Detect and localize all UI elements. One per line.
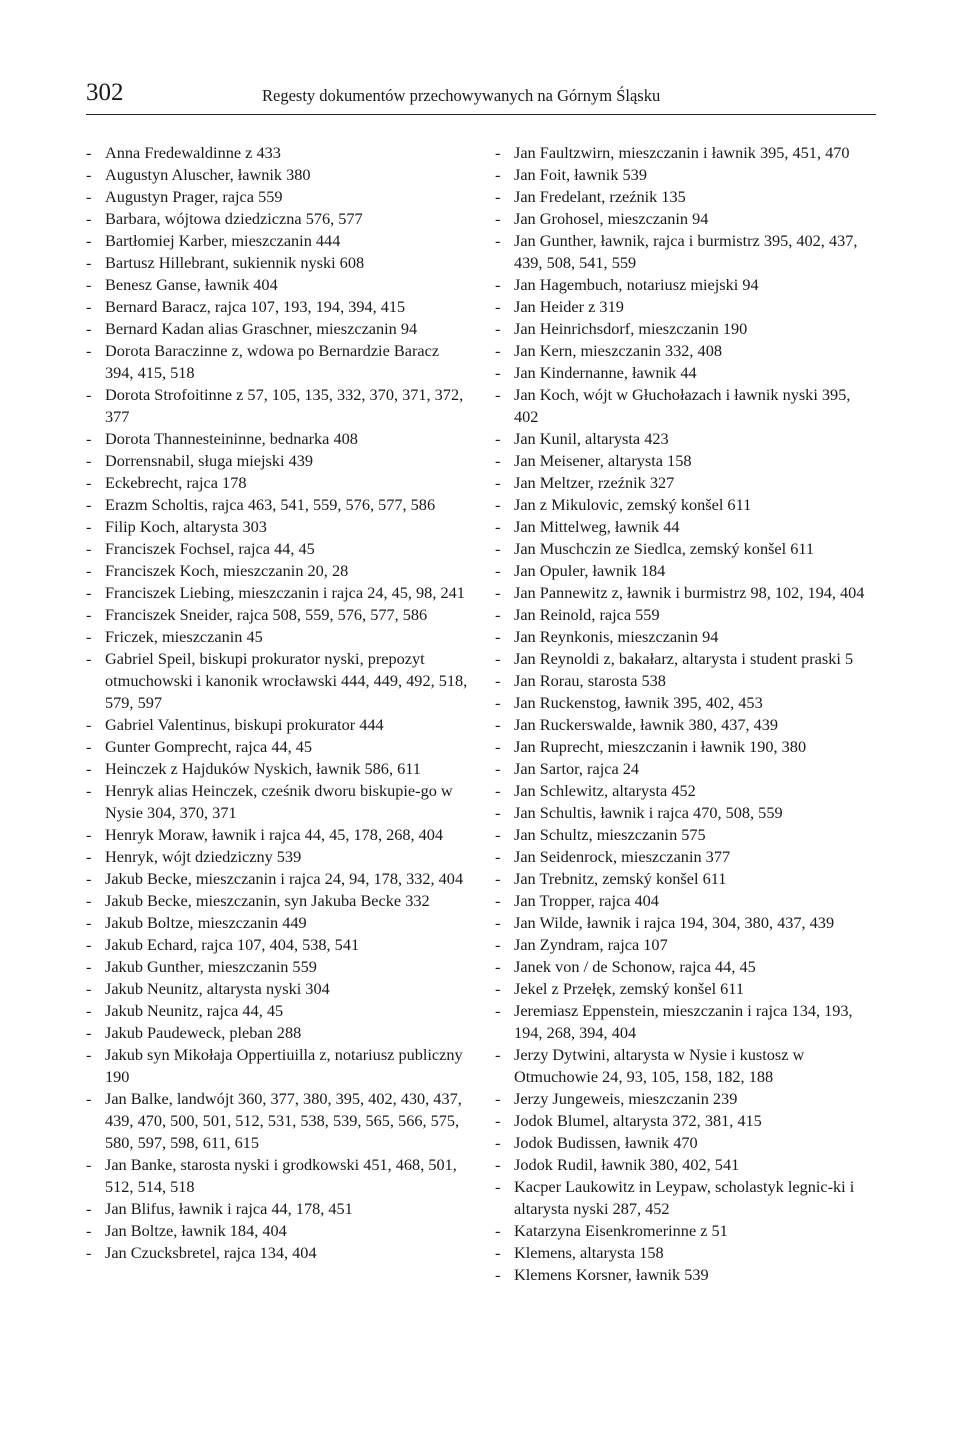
index-entry [86,1154,470,1198]
index-entry [86,274,470,296]
index-entry [495,472,875,494]
entry-text: Jan Heinrichsdorf, mieszczanin 190 [514,319,748,338]
entry-text: Barbara, wójtowa dziedziczna 576, 577 [105,209,363,228]
entry-text: Jakub Neunitz, altarysta nyski 304 [105,979,330,998]
entry-dash: - [86,561,92,580]
entry-text: Franciszek Fochsel, rajca 44, 45 [105,539,315,558]
entry-dash: - [86,913,92,932]
entry-text: Dorota Baraczinne z, wdowa po Bernardzie Baracz 394, 415, 518 [105,341,440,382]
entry-dash: - [86,869,92,888]
index-entry [495,846,875,868]
index-entry [86,780,470,824]
index-entry [86,516,470,538]
index-entry [495,186,875,208]
entry-text: Jan Kindernanne, ławnik 44 [514,363,697,382]
index-entry [495,164,875,186]
entry-dash: - [495,605,501,624]
entry-text: Jan Boltze, ławnik 184, 404 [105,1221,287,1240]
entry-dash: - [495,803,501,822]
entry-text: Jan Hagembuch, notariusz miejski 94 [514,275,759,294]
index-entry [86,604,470,626]
entry-text: Jodok Blumel, altarysta 372, 381, 415 [514,1111,762,1130]
index-entry [495,758,875,780]
entry-dash: - [495,891,501,910]
entry-dash: - [495,319,501,338]
entry-dash: - [86,781,92,800]
entry-text: Gunter Gomprecht, rajca 44, 45 [105,737,313,756]
entry-text: Jan Banke, starosta nyski i grodkowski 451, 468, 501, 512, 514, 518 [105,1155,457,1196]
index-entry [495,736,875,758]
entry-text: Jan Balke, landwójt 360, 377, 380, 395, 402, 430, 437, 439, 470, 500, 501, 512, 531, 538, 539, 565, 566, 575, 580, 597, 598, 611, 615 [105,1089,462,1152]
entry-dash: - [495,737,501,756]
entry-text: Jan Schlewitz, altarysta 452 [514,781,696,800]
entry-text: Jan Faultzwirn, mieszczanin i ławnik 395, 451, 470 [514,143,850,162]
entry-text: Jan Rorau, starosta 538 [514,671,666,690]
entry-dash: - [495,979,501,998]
entry-text: Jakub Paudeweck, pleban 288 [105,1023,302,1042]
index-entry [86,912,470,934]
entry-dash: - [495,297,501,316]
index-entry [86,1044,470,1088]
entry-text: Jan Heider z 319 [514,297,624,316]
entry-text: Jan Zyndram, rajca 107 [514,935,668,954]
entry-text: Jan Muschczin ze Siedlca, zemský konšel 611 [514,539,815,558]
entry-dash: - [495,473,501,492]
entry-dash: - [86,847,92,866]
entry-text: Jan Reynkonis, mieszczanin 94 [514,627,719,646]
entry-text: Jodok Rudil, ławnik 380, 402, 541 [514,1155,740,1174]
entry-dash: - [86,1045,92,1064]
entry-dash: - [86,649,92,668]
index-entry [86,296,470,318]
index-entry [86,450,470,472]
entry-text: Jan Reynoldi z, bakałarz, altarysta i student praski 5 [514,649,854,668]
entry-dash: - [86,451,92,470]
index-entry [495,582,875,604]
entry-text: Jakub Boltze, mieszczanin 449 [105,913,307,932]
index-entry [495,494,875,516]
index-entry [495,560,875,582]
index-entry [495,802,875,824]
entry-dash: - [495,649,501,668]
entry-dash: - [86,1199,92,1218]
entry-text: Franciszek Koch, mieszczanin 20, 28 [105,561,349,580]
entry-dash: - [495,583,501,602]
entry-text: Jerzy Jungeweis, mieszczanin 239 [514,1089,738,1108]
entry-text: Jan Koch, wójt w Głuchołazach i ławnik nyski 395, 402 [514,385,851,426]
entry-dash: - [495,275,501,294]
index-entry [495,868,875,890]
entry-dash: - [86,429,92,448]
entry-dash: - [495,1001,501,1020]
entry-dash: - [495,495,501,514]
entry-dash: - [86,935,92,954]
entry-dash: - [495,825,501,844]
index-entry [86,252,470,274]
index-entry [495,516,875,538]
entry-text: Bernard Kadan alias Graschner, mieszczanin 94 [105,319,418,338]
index-entry [86,538,470,560]
entry-dash: - [86,1221,92,1240]
entry-text: Gabriel Speil, biskupi prokurator nyski, prepozyt otmuchowski i kanonik wrocławski 444, 449, 492, 518, 579, 597 [105,649,468,712]
entry-dash: - [86,297,92,316]
index-entry [495,604,875,626]
index-entry [86,186,470,208]
entry-text: Jan Ruckerswalde, ławnik 380, 437, 439 [514,715,779,734]
index-entry [86,230,470,252]
entry-dash: - [495,935,501,954]
entry-dash: - [495,341,501,360]
index-entry [495,450,875,472]
index-entry [495,648,875,670]
entry-dash: - [495,165,501,184]
index-entry [495,340,875,362]
entry-dash: - [495,561,501,580]
index-entry [86,472,470,494]
entry-dash: - [495,385,501,404]
index-entry [495,1088,875,1110]
entry-dash: - [495,363,501,382]
index-entry [495,692,875,714]
index-entry [86,648,470,714]
index-entry [86,934,470,956]
entry-dash: - [495,451,501,470]
entry-dash: - [495,759,501,778]
entry-dash: - [86,187,92,206]
entry-text: Jan Ruckenstog, ławnik 395, 402, 453 [514,693,763,712]
entry-dash: - [86,979,92,998]
index-entry [495,208,875,230]
entry-text: Friczek, mieszczanin 45 [105,627,263,646]
entry-dash: - [495,1155,501,1174]
index-entry [495,1220,875,1242]
entry-text: Franciszek Sneider, rajca 508, 559, 576, 577, 586 [105,605,428,624]
entry-dash: - [495,143,501,162]
entry-text: Jan Gunther, ławnik, rajca i burmistrz 395, 402, 437, 439, 508, 541, 559 [514,231,858,272]
entry-text: Jerzy Dytwini, altarysta w Nysie i kustosz w Otmuchowie 24, 93, 105, 158, 182, 188 [514,1045,805,1086]
index-entry [495,824,875,846]
index-entry [86,890,470,912]
index-entry [86,208,470,230]
entry-text: Jan Blifus, ławnik i rajca 44, 178, 451 [105,1199,353,1218]
entry-dash: - [86,627,92,646]
entry-text: Bernard Baracz, rajca 107, 193, 194, 394, 415 [105,297,406,316]
entry-dash: - [495,209,501,228]
index-entry [86,142,470,164]
index-entry [495,230,875,274]
entry-dash: - [495,1243,501,1262]
entry-text: Jan Pannewitz z, ławnik i burmistrz 98, 102, 194, 404 [514,583,865,602]
entry-text: Jakub Echard, rajca 107, 404, 538, 541 [105,935,360,954]
page-header [86,78,876,115]
entry-dash: - [495,1089,501,1108]
index-entry [495,362,875,384]
index-entry [495,274,875,296]
entry-text: Augustyn Aluscher, ławnik 380 [105,165,311,184]
entry-dash: - [86,891,92,910]
index-entry [86,582,470,604]
entry-dash: - [86,1023,92,1042]
entry-dash: - [86,495,92,514]
index-entry [86,758,470,780]
entry-text: Jan Trebnitz, zemský konšel 611 [514,869,727,888]
entry-text: Jodok Budissen, ławnik 470 [514,1133,698,1152]
index-entry [495,780,875,802]
index-entry [86,1242,470,1264]
entry-text: Augustyn Prager, rajca 559 [105,187,283,206]
entry-text: Henryk alias Heinczek, cześnik dworu biskupie-go w Nysie 304, 370, 371 [105,781,453,822]
entry-dash: - [495,517,501,536]
entry-dash: - [86,605,92,624]
entry-dash: - [495,781,501,800]
index-entry [495,714,875,736]
entry-text: Katarzyna Eisenkromerinne z 51 [514,1221,728,1240]
entry-dash: - [86,253,92,272]
entry-dash: - [495,693,501,712]
index-entry [495,912,875,934]
index-entry [86,824,470,846]
entry-dash: - [86,737,92,756]
index-entry [495,1110,875,1132]
index-entry [86,384,470,428]
entry-text: Dorrensnabil, sługa miejski 439 [105,451,314,470]
entry-dash: - [86,583,92,602]
entry-text: Jan Schultz, mieszczanin 575 [514,825,706,844]
entry-dash: - [86,539,92,558]
entry-dash: - [86,1001,92,1020]
entry-text: Jan Kern, mieszczanin 332, 408 [514,341,722,360]
entry-text: Jan Mittelweg, ławnik 44 [514,517,680,536]
entry-text: Jakub Becke, mieszczanin, syn Jakuba Becke 332 [105,891,430,910]
index-entry [495,428,875,450]
entry-text: Henryk, wójt dziedziczny 539 [105,847,302,866]
entry-dash: - [86,385,92,404]
index-entry [86,846,470,868]
entry-text: Jakub syn Mikołaja Oppertiuilla z, notariusz publiczny 190 [105,1045,463,1086]
entry-text: Jan Tropper, rajca 404 [514,891,659,910]
entry-dash: - [495,957,501,976]
entry-dash: - [495,1111,501,1130]
index-entry [86,736,470,758]
index-entry [86,340,470,384]
index-entry [495,296,875,318]
index-entry [86,1088,470,1154]
entry-text: Dorota Strofoitinne z 57, 105, 135, 332, 370, 371, 372, 377 [105,385,464,426]
index-entry [495,626,875,648]
entry-text: Jan Reinold, rajca 559 [514,605,660,624]
index-entry [86,164,470,186]
entry-text: Anna Fredewaldinne z 433 [105,143,281,162]
index-entry [495,1264,875,1286]
entry-dash: - [495,715,501,734]
entry-dash: - [495,869,501,888]
entry-dash: - [86,275,92,294]
entry-text: Jeremiasz Eppenstein, mieszczanin i rajca 134, 193, 194, 268, 394, 404 [514,1001,853,1042]
entry-dash: - [86,957,92,976]
index-entry [86,868,470,890]
entry-text: Jan Seidenrock, mieszczanin 377 [514,847,731,866]
index-entry [86,978,470,1000]
index-entry [86,560,470,582]
entry-dash: - [495,913,501,932]
entry-text: Eckebrecht, rajca 178 [105,473,247,492]
entry-dash: - [495,187,501,206]
entry-text: Bartusz Hillebrant, sukiennik nyski 608 [105,253,365,272]
entry-text: Klemens, altarysta 158 [514,1243,664,1262]
entry-text: Jan Kunil, altarysta 423 [514,429,669,448]
index-entry [495,1176,875,1220]
index-entry [86,318,470,340]
entry-dash: - [495,231,501,250]
entry-dash: - [86,143,92,162]
entry-dash: - [86,1155,92,1174]
entry-dash: - [495,671,501,690]
page-number: 302 [86,79,124,106]
entry-text: Bartłomiej Karber, mieszczanin 444 [105,231,341,250]
index-entry [495,142,875,164]
index-entry [495,1242,875,1264]
entry-text: Klemens Korsner, ławnik 539 [514,1265,709,1284]
entry-text: Dorota Thannesteininne, bednarka 408 [105,429,358,448]
entry-dash: - [495,847,501,866]
entry-dash: - [86,715,92,734]
index-entry [86,956,470,978]
entry-text: Jekel z Przełęk, zemský konšel 611 [514,979,744,998]
index-entry [86,1022,470,1044]
entry-text: Erazm Scholtis, rajca 463, 541, 559, 576, 577, 586 [105,495,436,514]
index-entry [495,934,875,956]
entry-text: Henryk Moraw, ławnik i rajca 44, 45, 178, 268, 404 [105,825,444,844]
index-entry [495,1132,875,1154]
entry-dash: - [495,1045,501,1064]
entry-dash: - [495,1177,501,1196]
entry-text: Jan Opuler, ławnik 184 [514,561,666,580]
entry-text: Benesz Ganse, ławnik 404 [105,275,278,294]
index-entry [86,626,470,648]
entry-text: Janek von / de Schonow, rajca 44, 45 [514,957,756,976]
index-entry [495,1044,875,1088]
entry-text: Jan Meisener, altarysta 158 [514,451,692,470]
entry-text: Jan Fredelant, rzeźnik 135 [514,187,686,206]
index-entry [495,956,875,978]
entry-text: Jan Sartor, rajca 24 [514,759,640,778]
entry-text: Jakub Becke, mieszczanin i rajca 24, 94, 178, 332, 404 [105,869,464,888]
entry-text: Jakub Neunitz, rajca 44, 45 [105,1001,284,1020]
entry-text: Jan z Mikulovic, zemský konšel 611 [514,495,752,514]
index-entry [495,670,875,692]
index-entry [495,1000,875,1044]
index-entry [86,1000,470,1022]
entry-text: Jan Wilde, ławnik i rajca 194, 304, 380, 437, 439 [514,913,835,932]
index-entry [86,1198,470,1220]
entry-dash: - [86,517,92,536]
running-title: Regesty dokumentów przechowywanych na Górnym Śląsku [262,86,661,105]
index-entry [495,1154,875,1176]
index-entry [86,1220,470,1242]
index-entry [86,714,470,736]
entry-text: Jan Ruprecht, mieszczanin i ławnik 190, 380 [514,737,807,756]
entry-dash: - [495,429,501,448]
entry-dash: - [495,1133,501,1152]
entry-text: Jan Czucksbretel, rajca 134, 404 [105,1243,317,1262]
entry-dash: - [86,759,92,778]
index-entry [495,384,875,428]
index-entry [495,318,875,340]
entry-dash: - [495,1221,501,1240]
index-entry [495,890,875,912]
entry-dash: - [86,341,92,360]
index-entry [495,538,875,560]
entry-dash: - [86,1089,92,1108]
entry-dash: - [495,627,501,646]
entry-text: Kacper Laukowitz in Leypaw, scholastyk legnic-ki i altarysta nyski 287, 452 [514,1177,855,1218]
entry-dash: - [86,825,92,844]
entry-text: Franciszek Liebing, mieszczanin i rajca 24, 45, 98, 241 [105,583,465,602]
entry-dash: - [86,209,92,228]
index-entry [86,428,470,450]
index-column-left [86,142,470,1264]
entry-text: Jan Foit, ławnik 539 [514,165,647,184]
entry-text: Jakub Gunther, mieszczanin 559 [105,957,317,976]
entry-dash: - [86,1243,92,1262]
entry-dash: - [86,319,92,338]
index-entry [86,494,470,516]
entry-text: Jan Grohosel, mieszczanin 94 [514,209,709,228]
entry-dash: - [495,1265,501,1284]
entry-text: Gabriel Valentinus, biskupi prokurator 444 [105,715,384,734]
entry-text: Jan Meltzer, rzeźnik 327 [514,473,675,492]
entry-text: Jan Schultis, ławnik i rajca 470, 508, 559 [514,803,783,822]
entry-dash: - [86,165,92,184]
entry-text: Filip Koch, altarysta 303 [105,517,267,536]
entry-dash: - [495,539,501,558]
index-column-right [495,142,875,1286]
entry-text: Heinczek z Hajduków Nyskich, ławnik 586, 611 [105,759,421,778]
entry-dash: - [86,231,92,250]
entry-dash: - [86,473,92,492]
index-entry [495,978,875,1000]
